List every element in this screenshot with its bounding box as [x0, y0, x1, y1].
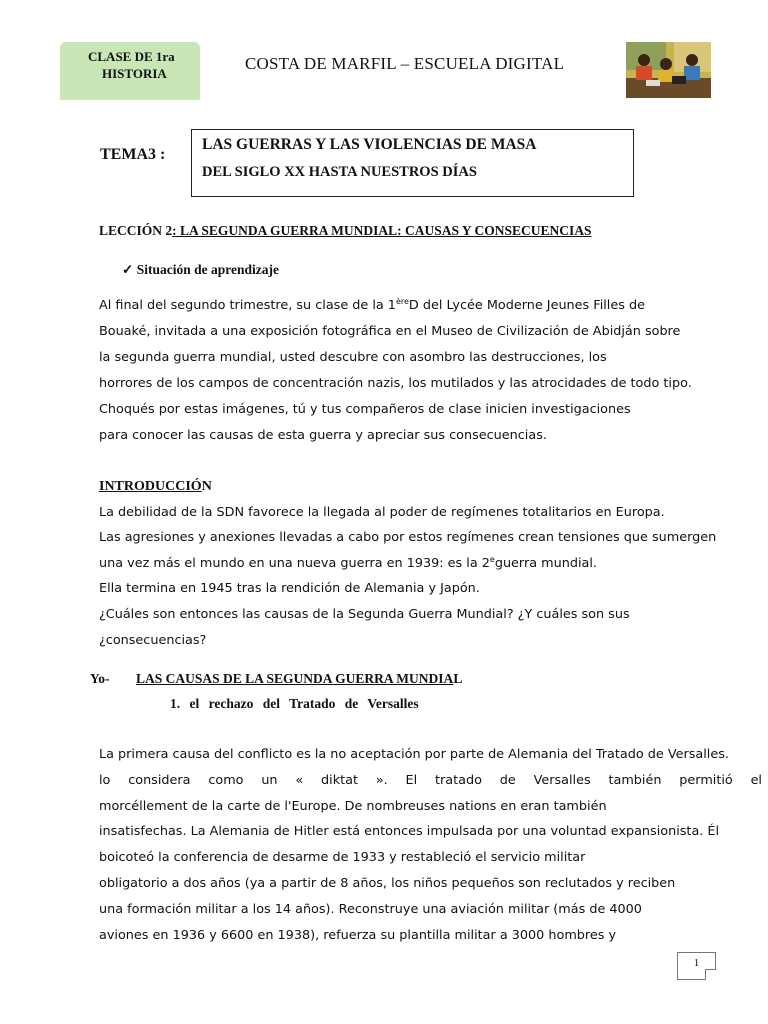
badge-line-2: HISTORIA — [102, 66, 167, 81]
section-title: LAS CAUSAS DE LA SEGUNDA GUERRA MUNDIAL — [136, 671, 463, 686]
body-line-2: lo considera como un « diktat ». El tratado de Versalles también permitió el — [99, 773, 762, 788]
body-line-6: obligatorio a dos años (ya a partir de 8 años, los niños pequeños son reclutados y reciben — [99, 876, 676, 891]
badge-line-1: CLASE DE 1ra — [88, 49, 175, 64]
lesson-title: : LA SEGUNDA GUERRA MUNDIAL: CAUSAS Y CONSECUENCIAS — [172, 223, 592, 238]
situation-line-3: la segunda guerra mundial, usted descubre con asombro las destrucciones, los — [99, 350, 607, 365]
intro-heading: INTRODUCCIÓN — [99, 479, 212, 494]
tema-label: TEMA3 : — [100, 146, 166, 163]
body-line-4: insatisfechas. La Alemania de Hitler está entonces impulsada por una voluntad expansionista. Él — [99, 824, 720, 839]
subsection-title: 1. el rechazo del Tratado de Versalles — [170, 696, 419, 711]
intro-line-2: Las agresiones y anexiones llevadas a cabo por estos regímenes crean tensiones que sumergen — [99, 530, 717, 545]
lesson-number: LECCIÓN 2 — [99, 223, 173, 238]
situation-line-4: horrores de los campos de concentración nazis, los mutilados y las atrocidades de todo tipo. — [99, 376, 692, 391]
lesson-heading — [99, 223, 592, 239]
check-icon: ✓ — [122, 262, 134, 277]
intro-line-3: una vez más el mundo en una nueva guerra en 1939: es la 2eguerra mundial. — [99, 555, 597, 571]
body-line-3: morcéllement de la carte de l'Europe. De nombreuses nations en eran también — [99, 799, 607, 814]
page-number: 1 — [693, 957, 700, 969]
situation-line-6: para conocer las causas de esta guerra y apreciar sus consecuencias. — [99, 428, 547, 443]
situation-line-1: Al final del segundo trimestre, su clase de la 1èreD del Lycée Moderne Jeunes Filles de — [99, 297, 645, 313]
intro-line-6: ¿consecuencias? — [99, 633, 207, 648]
tema-title-box — [191, 129, 634, 197]
intro-line-1: La debilidad de la SDN favorece la llegada al poder de regímenes totalitarios en Europa. — [99, 505, 665, 520]
header-photo — [626, 42, 711, 98]
page-number-box — [677, 952, 716, 980]
situation-title: Situación de aprendizaje — [136, 262, 279, 277]
body-line-8: aviones en 1936 y 6600 en 1938), refuerza su plantilla militar a 3000 hombres y — [99, 928, 617, 943]
body-line-7: una formación militar a los 14 años). Reconstruye una aviación militar (más de 4000 — [99, 902, 642, 917]
situation-line-5: Choqués por estas imágenes, tú y tus compañeros de clase inicien investigaciones — [99, 402, 631, 417]
section-numeral: Yo- — [90, 671, 110, 686]
situation-heading — [122, 262, 279, 278]
body-line-1: La primera causa del conflicto es la no aceptación por parte de Alemania del Tratado de Versalles. — [99, 747, 729, 762]
intro-line-5: ¿Cuáles son entonces las causas de la Segunda Guerra Mundial? ¿Y cuáles son sus — [99, 607, 630, 622]
class-badge — [60, 42, 200, 100]
intro-line-4: Ella termina en 1945 tras la rendición de Alemania y Japón. — [99, 581, 480, 596]
tema-title-line-1: LAS GUERRAS Y LAS VIOLENCIAS DE MASA — [202, 136, 537, 153]
tema-title-line-2: DEL SIGLO XX HASTA NUESTROS DÍAS — [202, 164, 477, 180]
page-fold-icon — [705, 969, 716, 980]
school-title: COSTA DE MARFIL – ESCUELA DIGITAL — [245, 54, 565, 73]
situation-line-2: Bouaké, invitada a una exposición fotográfica en el Museo de Civilización de Abidján sobre — [99, 324, 681, 339]
body-line-5: boicoteó la conferencia de desarme de 1933 y restableció el servicio militar — [99, 850, 586, 865]
